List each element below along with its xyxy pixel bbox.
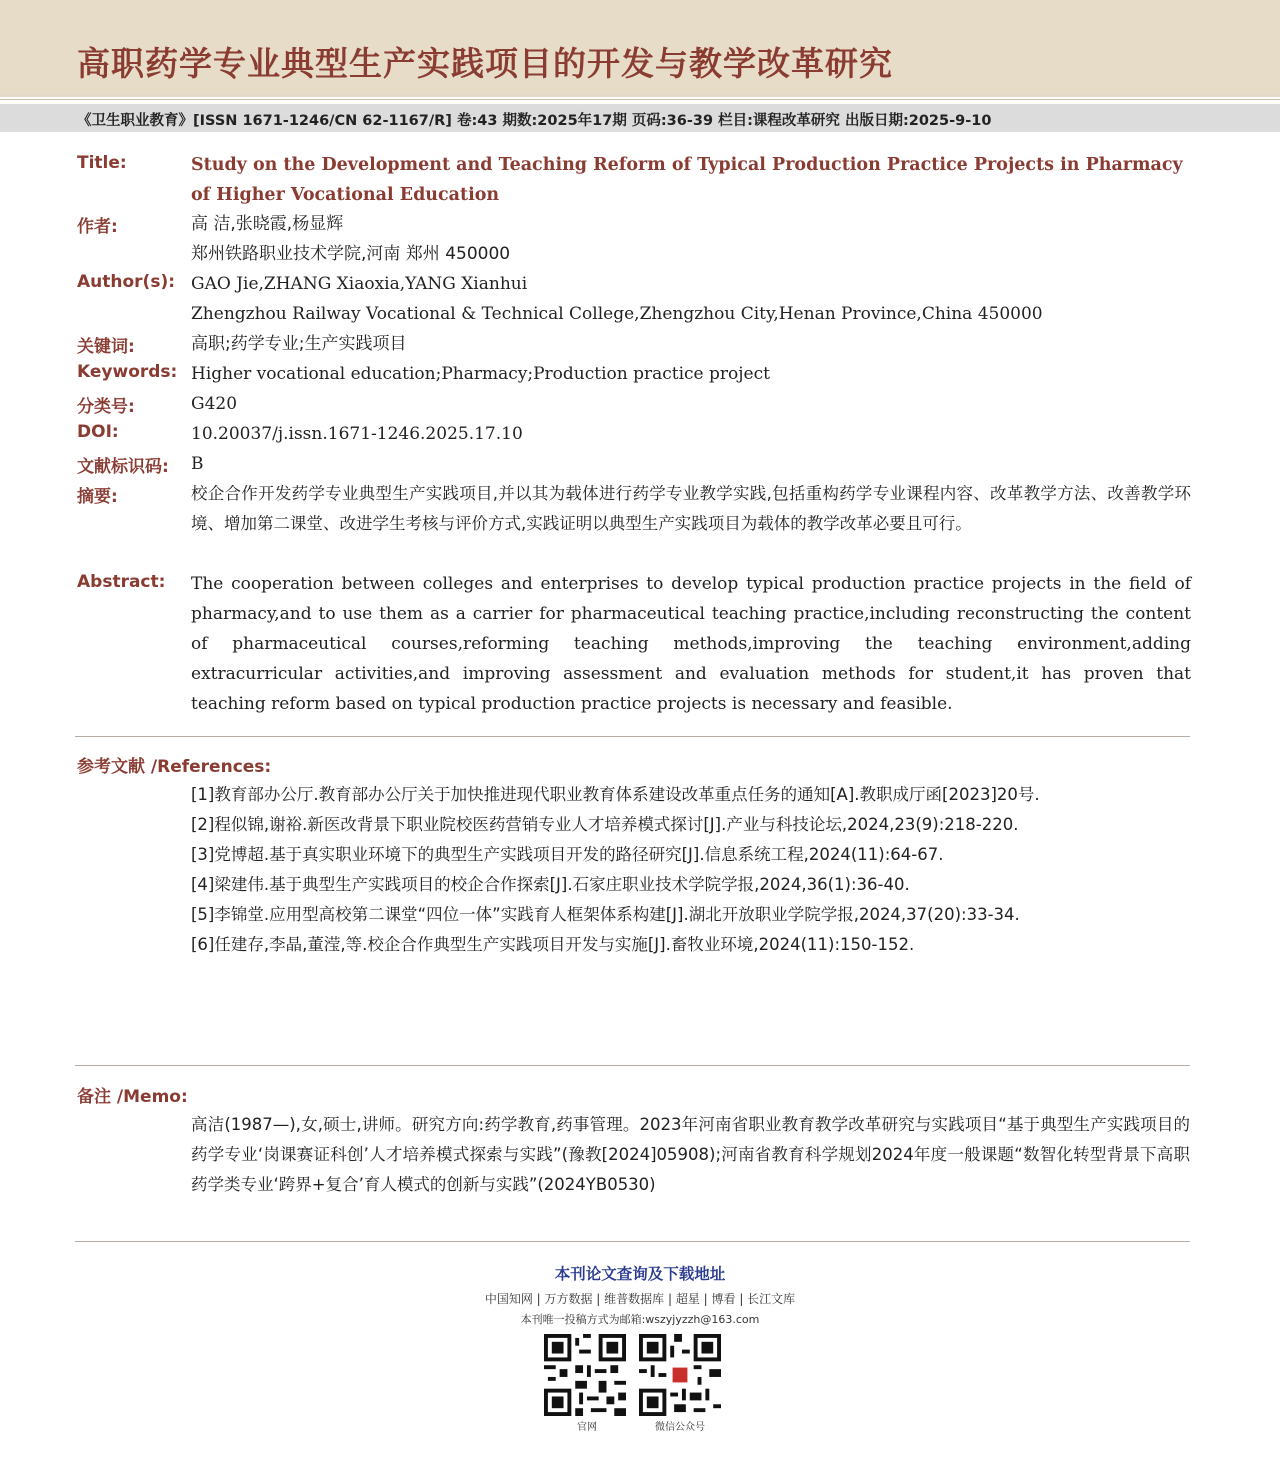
meta-title-row (77, 150, 1191, 210)
meta-abstract-cn-row (77, 479, 1191, 569)
author-en-label: Author(s): (77, 272, 176, 292)
citation-bar (0, 104, 1280, 132)
header-divider-thin (0, 99, 1280, 100)
meta-abstract-en-row (77, 569, 1191, 719)
keywords-label: 关键词: (77, 337, 135, 357)
qr-code-website-icon[interactable] (544, 1334, 626, 1416)
title-value: Study on the Development and Teaching Reform of Typical Production Practice Projects in Pharmacy of Higher Vocational Education (191, 155, 1183, 205)
footer-databases[interactable]: 中国知网 | 万方数据 | 维普数据库 | 超星 | 博看 | 长江文库 (484, 1292, 796, 1306)
meta-docid-row (77, 449, 1191, 479)
keywords-en-label: Keywords: (77, 362, 178, 382)
class-label: 分类号: (77, 397, 135, 417)
author-en-value: GAO Jie,ZHANG Xiaoxia,YANG Xianhui (191, 274, 528, 294)
abstract-en-value: The cooperation between colleges and enterprises to develop typical production practice projects in the field of pharmacy,and to use them as a carrier for pharmaceutical teaching practice,including reconstructing the content of pharmaceutical courses,reforming teaching methods,improving the teaching environment,adding extracurricular activities,and improving assessment and evaluation methods for student,it has proven that teaching reform based on typical production practice projects is necessary and feasible. (191, 574, 1191, 714)
references-list (191, 780, 1190, 960)
abstract-cn-label: 摘要: (77, 487, 118, 507)
reference-item: [2]程似锦,谢裕.新医改背景下职业院校医药营销专业人才培养模式探讨[J].产业与科技论坛,2024,23(9):218-220. (191, 815, 1019, 834)
author-en-affiliation: Zhengzhou Railway Vocational & Technical College,Zhengzhou City,Henan Province,China 450000 (191, 304, 1043, 324)
title-label: Title: (77, 153, 127, 173)
doi-label: DOI: (77, 422, 119, 442)
reference-item: [6]任建存,李晶,董滢,等.校企合作典型生产实践项目开发与实施[J].畜牧业环境,2024(11):150-152. (191, 935, 915, 954)
meta-class-row (77, 389, 1191, 419)
qr-code-wechat-icon[interactable] (639, 1334, 721, 1416)
reference-item: [4]梁建伟.基于典型生产实践项目的校企合作探索[J].石家庄职业技术学院学报,2024,36(1):36-40. (191, 875, 910, 894)
reference-item: [5]李锦堂.应用型高校第二课堂“四位一体”实践育人框架体系构建[J].湖北开放职业学院学报,2024,37(20):33-34. (191, 905, 1020, 924)
abstract-en-label: Abstract: (77, 572, 166, 592)
divider-references (75, 736, 1190, 737)
doi-value[interactable]: 10.20037/j.issn.1671-1246.2025.17.10 (191, 424, 523, 444)
divider-footer (75, 1241, 1190, 1242)
keywords-en-value: Higher vocational education;Pharmacy;Production practice project (191, 364, 770, 384)
citation-text: 《卫生职业教育》[ISSN 1671-1246/CN 62-1167/R] 卷:43 期数:2025年17期 页码:36-39 栏目:课程改革研究 出版日期:2025-9-10 (77, 113, 992, 129)
abstract-cn-value: 校企合作开发药学专业典型生产实践项目,并以其为载体进行药学专业教学实践,包括重构药学专业课程内容、改革教学方法、改善教学环境、增加第二课堂、改进学生考核与评价方式,实践证明以典型生产实践项目为载体的教学改革必要且可行。 (191, 484, 1191, 533)
docid-value: B (191, 454, 204, 474)
meta-doi-row (77, 419, 1191, 449)
qr-wechat-caption: 微信公众号 (655, 1422, 705, 1433)
reference-item: [1]教育部办公厅.教育部办公厅关于加快推进现代职业教育体系建设改革重点任务的通知[A].教职成厅函[2023]20号. (191, 785, 1040, 804)
meta-keywords-en-row (77, 359, 1191, 389)
author-affiliation: 郑州铁路职业技术学院,河南 郑州 450000 (191, 244, 511, 264)
memo-text: 高洁(1987—),女,硕士,讲师。研究方向:药学教育,药事管理。2023年河南省职业教育教学改革研究与实践项目“基于典型生产实践项目的药学专业‘岗课赛证科创’人才培养模式探索与实践”(豫教[2024]05908);河南省教育科学规划2024年度一般课题“数智化转型背景下高职药学类专业‘跨界+复合’育人模式的创新与实践”(2024YB0530) (191, 1115, 1190, 1194)
footer-email[interactable]: 本刊唯一投稿方式为邮箱:wszyjyzzh@163.com (520, 1313, 760, 1326)
page-header (0, 0, 1280, 94)
footer (0, 1262, 1280, 1327)
docid-label: 文献标识码: (77, 457, 169, 477)
meta-keywords-row (77, 329, 1191, 359)
meta-author-en-row (77, 269, 1191, 329)
memo-label: 备注 /Memo: (77, 1087, 188, 1107)
author-label: 作者: (77, 217, 118, 237)
references-label: 参考文献 /References: (77, 757, 272, 777)
author-value: 高 洁,张晓霞,杨显辉 (191, 214, 344, 234)
footer-title: 本刊论文查询及下载地址 (554, 1265, 726, 1283)
qr-website-caption: 官网 (577, 1422, 597, 1433)
meta-author-row (77, 209, 1191, 269)
divider-memo (75, 1065, 1190, 1066)
reference-item: [3]党博超.基于真实职业环境下的典型生产实践项目开发的路径研究[J].信息系统工程,2024(11):64-67. (191, 845, 944, 864)
header-divider (0, 94, 1280, 97)
class-value: G420 (191, 394, 238, 414)
page-title: 高职药学专业典型生产实践项目的开发与教学改革研究 (77, 44, 893, 83)
keywords-value: 高职;药学专业;生产实践项目 (191, 334, 407, 354)
